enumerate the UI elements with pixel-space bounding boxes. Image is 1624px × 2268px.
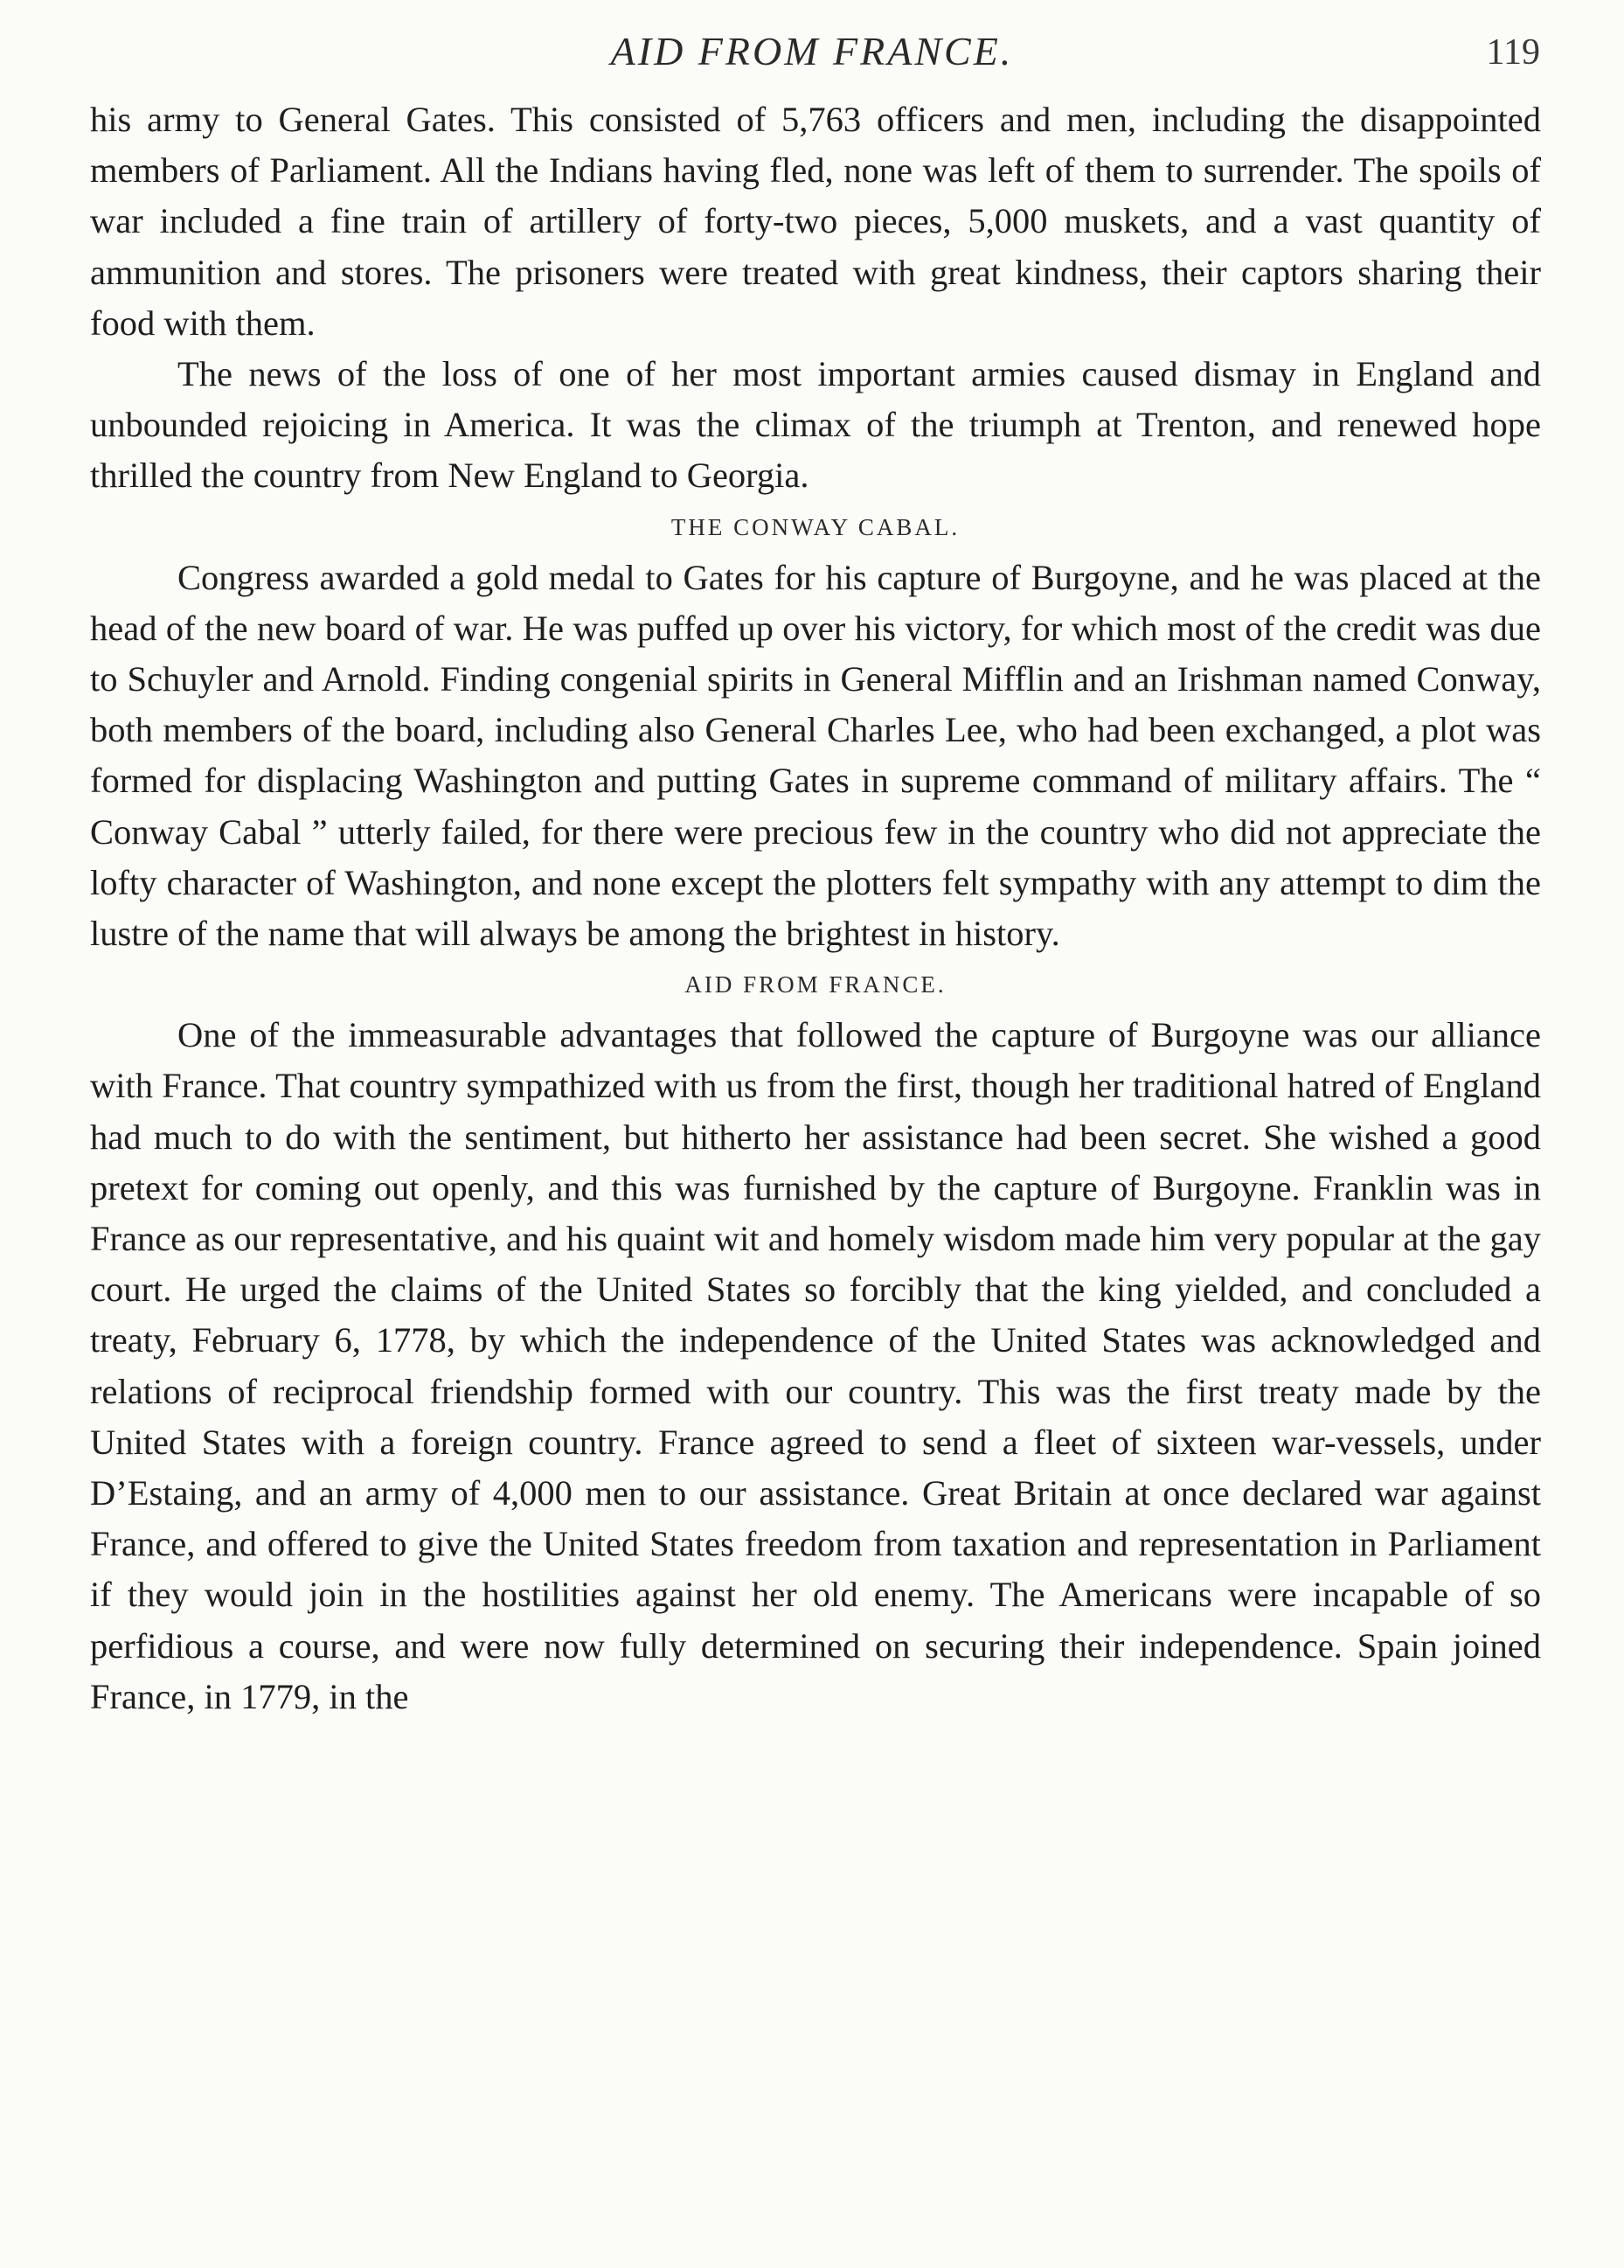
paragraph-continued: his army to General Gates. This consisted of 5,763 officers and men, including the disappointed members of Parliament. All the Indians having fled, none was left of them to surrender. The spoils of war included a fine train of artillery of forty-two pieces, 5,000 muskets, and a vast quantity of ammunition and stores. The prisoners were treated with great kindness, their captors sharing their food with them. [90, 100, 1541, 343]
paragraph-aid-from-france: One of the immeasurable advantages that followed the capture of Burgoyne was our alliance with France. That country sympathized with us from the first, though her traditional hatred of England had much to do with the sentiment, but hitherto her assistance had been secret. She wished a good pretext for coming out openly, and this was furnished by the capture of Burgoyne. Franklin was in France as our representative, and his quaint wit and homely wisdom made him very popular at the gay court. He urged the claims of the United States so forcibly that the king yielded, and concluded a treaty, February 6, 1778, by which the independence of the United States was acknowledged and relations of reciprocal friendship formed with our country. This was the first treaty made by the United States with a foreign country. France agreed to send a fleet of sixteen war-vessels, under D’Estaing, and an army of 4,000 men to our assistance. Great Britain at once declared war against France, and offered to give the United States freedom from taxation and representation in Parliament if they would join in the hostilities against her old enemy. The Americans were incapable of so perfidious a course, and were now fully determined on securing their independence. Spain joined France, in 1779, in the [90, 1015, 1541, 1716]
page-number: 119 [1486, 32, 1540, 73]
section-heading-conway-cabal: THE CONWAY CABAL. [670, 513, 961, 540]
section-heading-aid-from-france: AID FROM FRANCE. [684, 971, 947, 998]
paragraph-news-of-loss: The news of the loss of one of her most important armies caused dismay in England and unbounded rejoicing in America. It was the climax of the triumph at Trenton, and renewed hope thrilled the country from New England to Georgia. [90, 354, 1541, 496]
running-head [0, 21, 1624, 73]
body-text [90, 94, 1541, 1722]
paragraph-conway-cabal: Congress awarded a gold medal to Gates for his capture of Burgoyne, and he was placed at the head of the new board of war. He was puffed up over his victory, for which most of the credit was due to Schuyler and Arnold. Finding congenial spirits in General Mifflin and an Irishman named Conway, both members of the board, including also General Charles Lee, who had been exchanged, a plot was formed for displacing Washington and putting Gates in supreme command of military affairs. The “ Conway Cabal ” utterly failed, for there were precious few in the country who did not appreciate the lofty character of Washington, and none except the plotters felt sympathy with any attempt to dim the lustre of the name that will always be among the brightest in history. [90, 557, 1541, 954]
running-title: AID FROM FRANCE. [610, 29, 1014, 73]
